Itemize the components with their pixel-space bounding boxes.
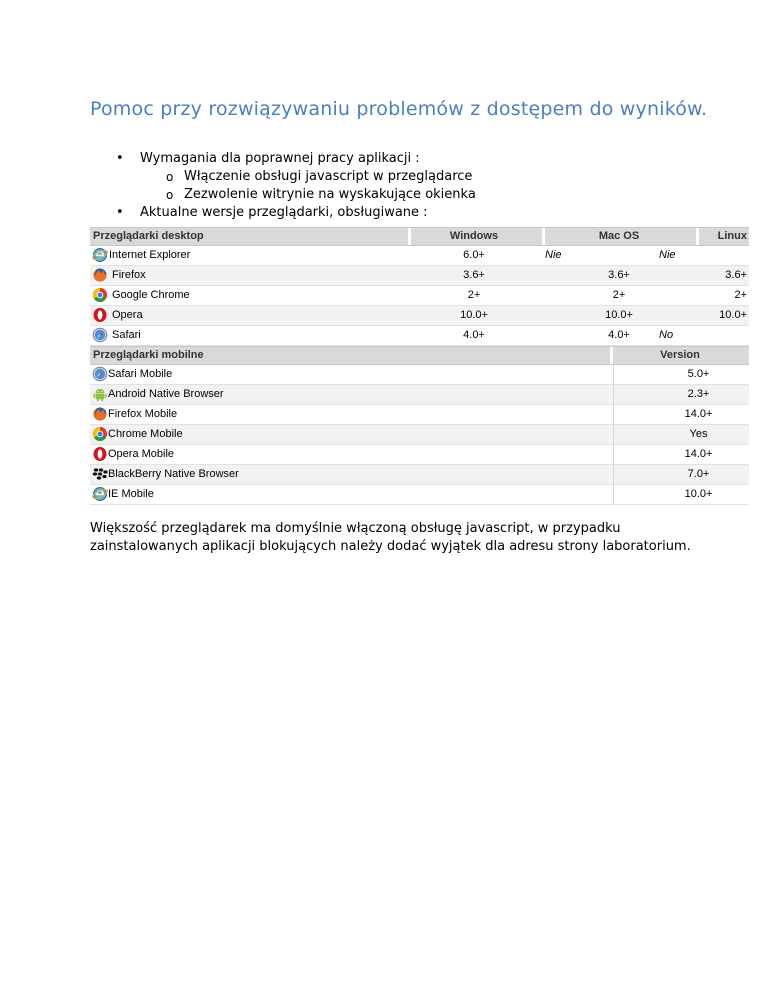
opera-icon [92,446,108,462]
linux-version: 2+ [734,289,747,301]
browser-name: BlackBerry Native Browser [108,468,239,480]
windows-version: 10.0+ [460,309,488,321]
table-row [90,465,749,485]
table-row [90,286,749,306]
desktop-section-title: Przeglądarki desktop [93,230,204,242]
table-row [90,266,749,286]
desktop-header-row [90,227,749,246]
list-subitem [90,186,476,204]
browser-name: Opera Mobile [108,448,175,460]
column-divider [613,485,614,504]
column-header-linux: Linux [717,230,747,242]
column-divider [613,445,614,464]
sub-bullet-marker: o [166,170,174,184]
windows-version: 3.6+ [463,269,485,281]
windows-version: 6.0+ [463,249,485,261]
column-divider [613,405,614,424]
column-divider [613,385,614,404]
bullet-marker: • [116,205,124,220]
column-divider [613,425,614,444]
table-row [90,326,749,346]
table-row [90,445,749,465]
mobile-section-title: Przeglądarki mobilne [93,349,204,361]
column-header-windows: Windows [449,230,499,242]
table-row [90,306,749,326]
mac-version: 10.0+ [605,309,633,321]
safari-icon [92,366,108,382]
column-divider [613,365,614,384]
windows-version: 4.0+ [463,329,485,341]
browser-name: Firefox Mobile [108,408,178,420]
column-divider [613,465,614,484]
chrome-icon [92,287,108,303]
mobile-version: 14.0+ [684,448,713,460]
bullet-marker: • [116,151,124,166]
mobile-version: 7.0+ [687,468,710,480]
list-item-text: Aktualne wersje przeglądarki, obsługiwane : [140,205,428,220]
browser-support-table [90,227,749,505]
mobile-version: Yes [689,428,708,440]
table-row [90,425,749,445]
browser-name: Safari [112,329,141,341]
mobile-header-row [90,346,749,365]
list-item-text: Wymagania dla poprawnej pracy aplikacji : [140,151,420,166]
mobile-rows [90,365,749,505]
linux-version: 10.0+ [719,309,747,321]
blackberry-icon [92,466,108,482]
mobile-version: 14.0+ [684,408,713,420]
firefox-icon [92,267,108,283]
mobile-version: 2.3+ [687,388,710,400]
list-item [90,150,476,168]
table-row [90,385,749,405]
list-item [90,204,476,222]
mac-version: 3.6+ [608,269,630,281]
column-header-version: Version [660,349,700,361]
page-title: Pomoc przy rozwiązywaniu problemów z dostępem do wyników. [90,98,708,120]
linux-version: 3.6+ [725,269,747,281]
sub-bullet-marker: o [166,188,174,202]
table-row [90,405,749,425]
mobile-version: 5.0+ [687,368,710,380]
mobile-version: 10.0+ [684,488,713,500]
list-subitem [90,168,476,186]
mac-version: Nie [545,249,562,261]
desktop-rows [90,246,749,346]
chrome-icon [92,426,108,442]
linux-version: No [659,329,674,341]
windows-version: 2+ [467,289,481,301]
browser-name: Safari Mobile [108,368,173,380]
table-row [90,246,749,266]
browser-name: Internet Explorer [109,249,191,261]
firefox-icon [92,406,108,422]
requirements-list [90,150,476,222]
info-paragraph: Większość przeglądarek ma domyślnie włączoną obsługę javascript, w przypadku zainstalowanych aplikacji blokujących należy dodać wyjątek dla adresu strony laboratorium. [90,521,691,554]
ie-icon [92,486,108,502]
table-row [90,365,749,385]
browser-name: Chrome Mobile [108,428,183,440]
column-header-mac: Mac OS [598,230,640,242]
android-icon [92,386,108,402]
mac-version: 4.0+ [608,329,630,341]
safari-icon [92,327,108,343]
list-subitem-text: Włączenie obsługi javascript w przeglądarce [184,169,473,184]
table-row [90,485,749,505]
browser-name: Android Native Browser [108,388,224,400]
browser-name: IE Mobile [108,488,154,500]
list-subitem-text: Zezwolenie witrynie na wyskakujące okienka [184,187,476,202]
browser-name: Opera [112,309,143,321]
opera-icon [92,307,108,323]
linux-version: Nie [659,249,676,261]
browser-name: Google Chrome [112,289,190,301]
ie-icon [92,247,108,263]
mac-version: 2+ [612,289,626,301]
browser-name: Firefox [112,269,146,281]
